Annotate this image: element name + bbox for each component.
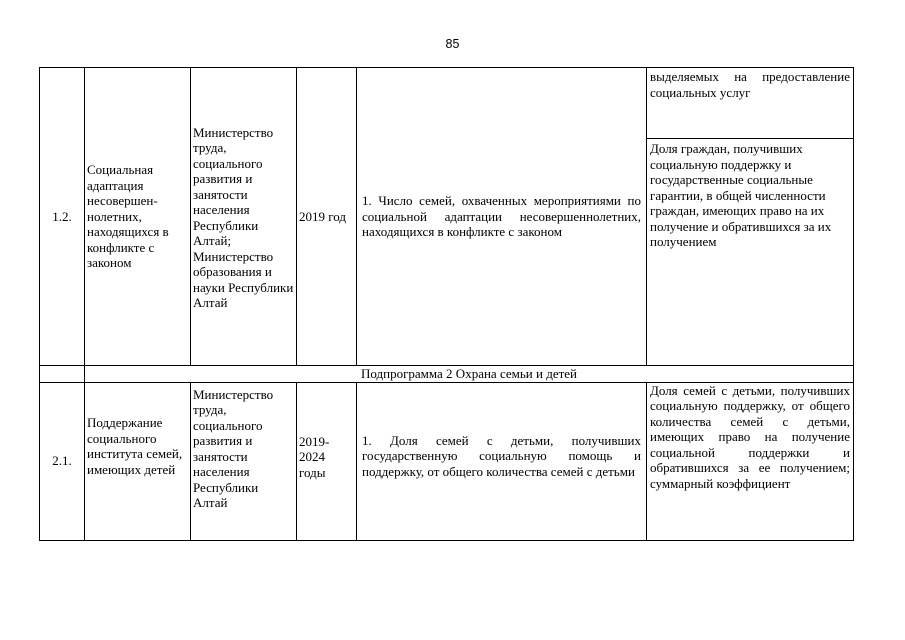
indicator: 1. Доля семей с детьми, получивших государственную социальную помощь и поддержку, от общего количества семей с детьми: [357, 382, 647, 540]
table-row: [40, 382, 854, 540]
indicator: 1. Число семей, охваченных мероприятиями по социальной адаптации несовершеннолетних, находящихся в конфликте с законом: [357, 68, 647, 366]
page-number: 85: [445, 37, 460, 51]
result: Доля семей с детьми, получивших социальную поддержку, от общего количества семей с детьми, имеющих право на получение социальной поддержки и обратившихся за ее получением; суммарный коэффициент: [647, 382, 854, 540]
implementation-period: 2019-2024 годы: [297, 382, 357, 540]
result-continued: выделяемых на предоставление социальных услуг: [647, 68, 854, 139]
implementation-period: 2019 год: [297, 68, 357, 366]
measure-name: Поддержание социального института семей, имеющих детей: [85, 382, 191, 540]
subprogram-title: Подпрограмма 2 Охрана семьи и детей: [85, 366, 854, 383]
program-table: [39, 67, 854, 541]
executor: Министерство труда, социального развития и занятости населения Республики Алтай: [191, 382, 297, 540]
table-row: [40, 68, 854, 139]
measure-name: Социальная адаптация несовершен-нолетних, находящихся в конфликте с законом: [85, 68, 191, 366]
empty-number-cell: [40, 366, 85, 383]
table-row: [40, 366, 854, 383]
row-number: 2.1.: [40, 382, 85, 540]
result: Доля граждан, получивших социальную поддержку и государственные социальные гарантии, в общей численности граждан, имеющих право на их получение и обратившихся за их получением: [647, 139, 854, 366]
executor: Министерство труда, социального развития и занятости населения Республики Алтай; Министерство образования и науки Республики Алтай: [191, 68, 297, 366]
row-number: 1.2.: [40, 68, 85, 366]
